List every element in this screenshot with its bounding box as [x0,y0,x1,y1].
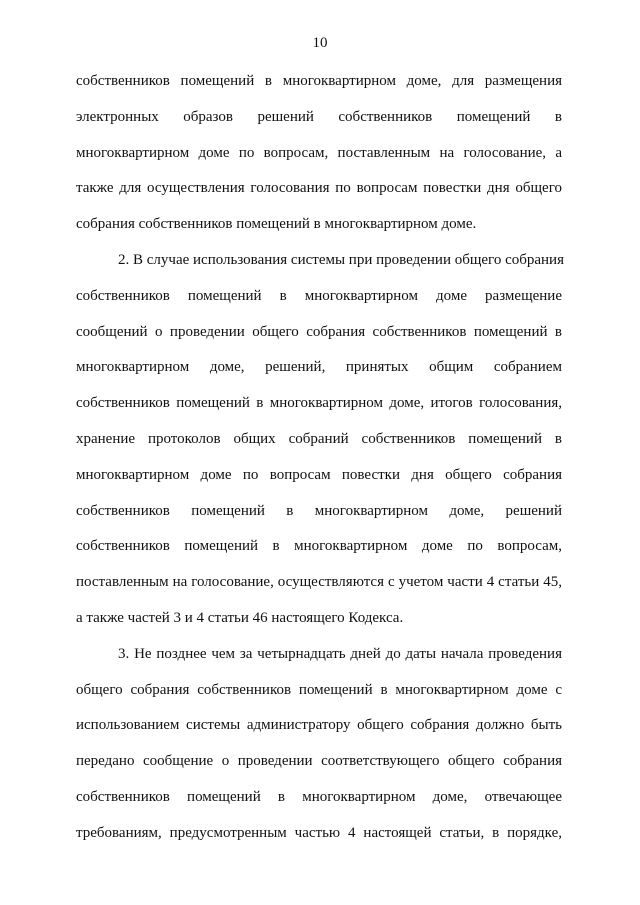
text-line: требованиям, предусмотренным частью 4 настоящей статьи, в порядке, [76,824,562,841]
text-line: собственников помещений в многоквартирном доме, для размещения [76,73,562,89]
paragraph-start-line: 2. В случае использования системы при проведении общего собрания [118,251,564,268]
text-line: сообщений о проведении общего собрания собственников помещений в [76,323,562,340]
text-line: собственников помещений в многоквартирном доме, итогов голосования, [76,395,562,412]
text-line: собственников помещений в многоквартирном доме размещение [76,287,562,304]
page-number: 10 [312,35,328,51]
text-line: поставленным на голосование, осуществляются с учетом части 4 статьи 45, [76,574,562,591]
text-line: собрания собственников помещений в многоквартирном доме. [76,216,477,233]
paragraph-start-line: 3. Не позднее чем за четырнадцать дней до даты начала проведения [118,645,562,662]
text-line: использованием системы администратору общего собрания должно быть [76,717,562,734]
text-line: хранение протоколов общих собраний собственников помещений в [76,430,562,447]
text-line: многоквартирном доме по вопросам повестки дня общего собрания [76,466,562,483]
text-line: собственников помещений в многоквартирном доме, решений [76,502,562,519]
text-line: общего собрания собственников помещений в многоквартирном доме с [76,681,562,698]
text-line: передано сообщение о проведении соответствующего общего собрания [76,753,562,770]
text-line: электронных образов решений собственников помещений в [76,108,562,125]
text-line: собственников помещений в многоквартирном доме, отвечающее [76,788,562,805]
text-line: также для осуществления голосования по вопросам повестки дня общего [76,180,562,197]
text-line: собственников помещений в многоквартирном доме по вопросам, [76,538,562,555]
document-body [76,64,562,852]
text-line: многоквартирном доме по вопросам, поставленным на голосование, а [76,144,562,161]
text-line: многоквартирном доме, решений, принятых общим собранием [76,359,562,376]
text-line: а также частей 3 и 4 статьи 46 настоящего Кодекса. [76,609,404,626]
